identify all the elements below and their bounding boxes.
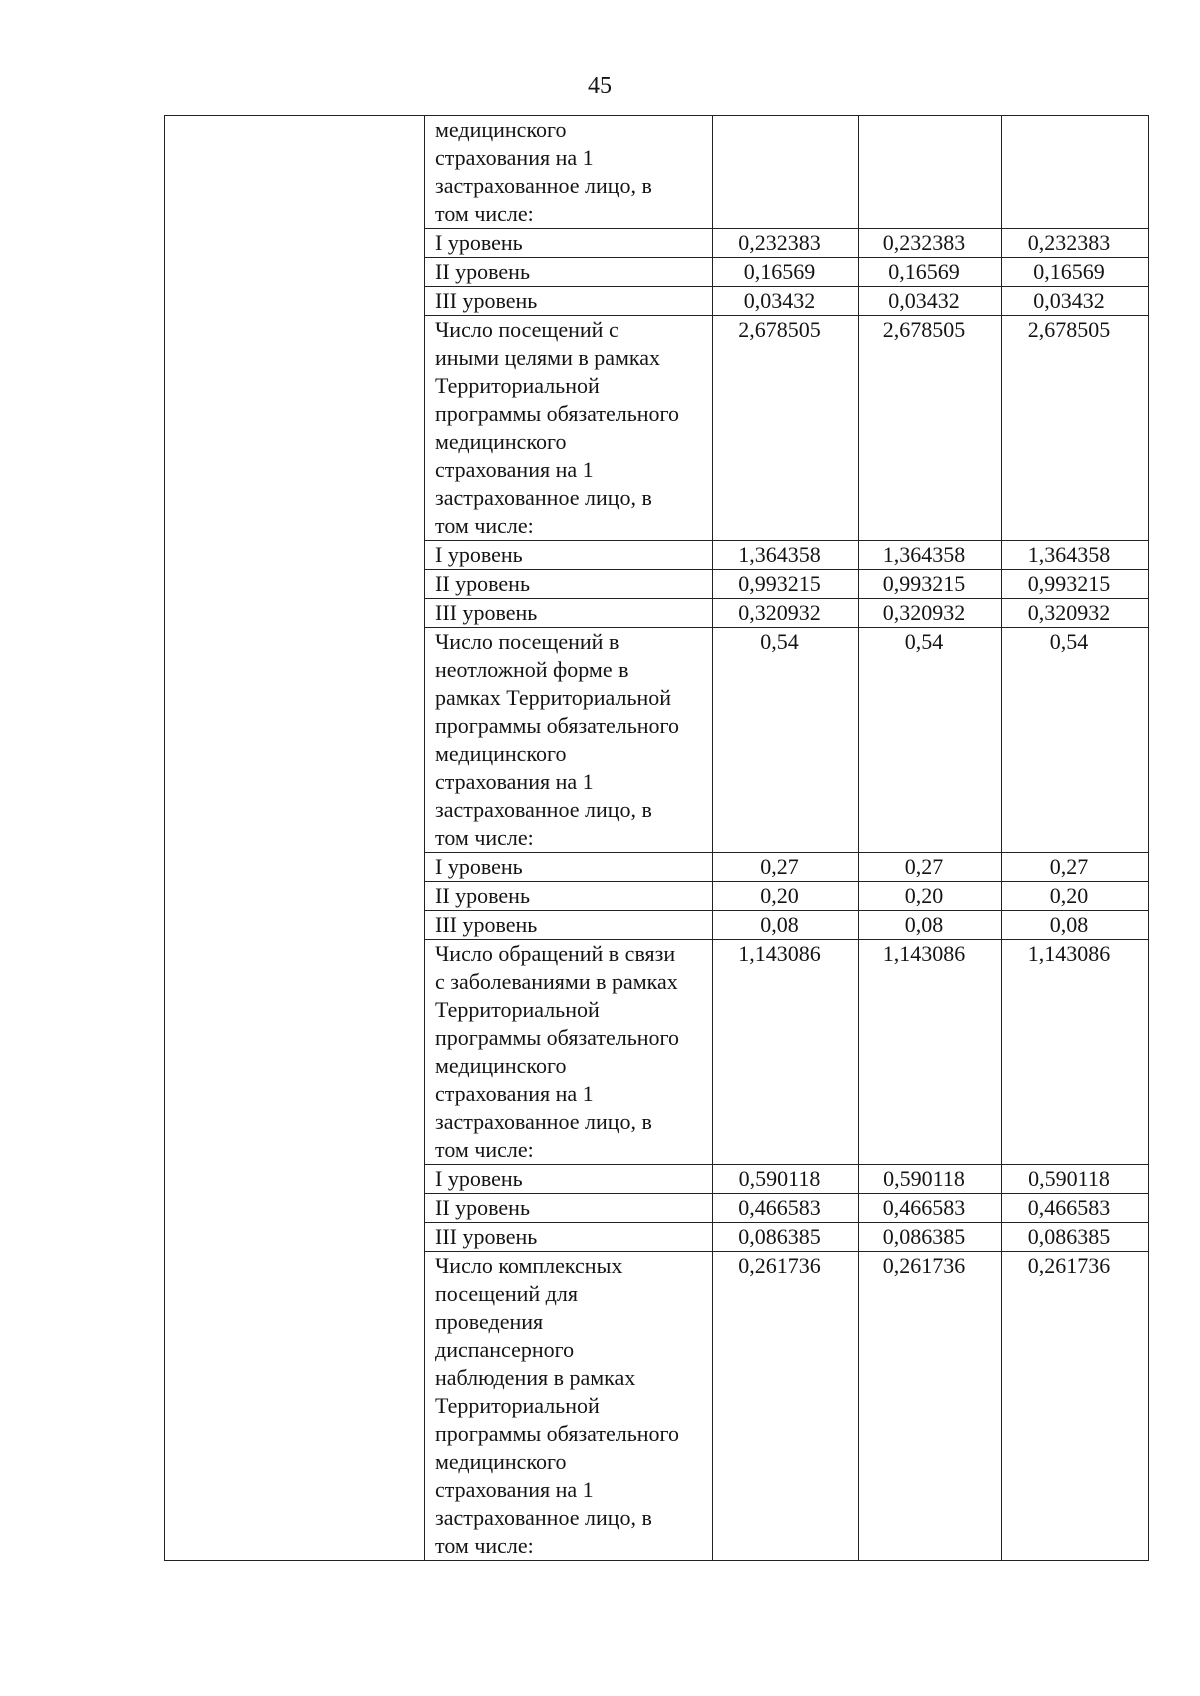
value-cell: 0,20: [1002, 882, 1149, 911]
value-cell: 0,320932: [1002, 599, 1149, 628]
value-cell: 0,27: [1002, 853, 1149, 882]
table-body: [165, 116, 1149, 1561]
value-cell: 0,590118: [713, 1165, 859, 1194]
value-cell: [859, 116, 1002, 229]
value-cell: 0,466583: [859, 1194, 1002, 1223]
value-cell: 0,993215: [713, 570, 859, 599]
value-cell: 0,590118: [1002, 1165, 1149, 1194]
value-cell: 1,143086: [1002, 940, 1149, 1165]
value-cell: 0,27: [859, 853, 1002, 882]
row-label: III уровень: [425, 599, 713, 628]
value-cell: 0,03432: [859, 287, 1002, 316]
indicators-table: [164, 115, 1149, 1561]
row-label: I уровень: [425, 853, 713, 882]
value-cell: 1,364358: [713, 541, 859, 570]
value-cell: 0,03432: [713, 287, 859, 316]
value-cell: [713, 116, 859, 229]
value-cell: 0,54: [713, 628, 859, 853]
value-cell: 0,261736: [859, 1252, 1002, 1561]
value-cell: 0,232383: [1002, 229, 1149, 258]
value-cell: 1,143086: [713, 940, 859, 1165]
value-cell: 0,993215: [1002, 570, 1149, 599]
value-cell: 1,143086: [859, 940, 1002, 1165]
row-label: I уровень: [425, 1165, 713, 1194]
value-cell: 0,086385: [713, 1223, 859, 1252]
row-label: III уровень: [425, 287, 713, 316]
row-label: Число комплексных посещений для проведения диспансерного наблюдения в рамках Территориальной программы обязательного медицинского страхования на 1 застрахованное лицо, в том числе:: [425, 1252, 713, 1561]
row-label: I уровень: [425, 541, 713, 570]
value-cell: 0,086385: [1002, 1223, 1149, 1252]
row-label: Число обращений в связи с заболеваниями в рамках Территориальной программы обязательного медицинского страхования на 1 застрахованное лицо, в том числе:: [425, 940, 713, 1165]
row-label: II уровень: [425, 258, 713, 287]
value-cell: 2,678505: [1002, 316, 1149, 541]
row-label: Число посещений с иными целями в рамках Территориальной программы обязательного медицинского страхования на 1 застрахованное лицо, в том числе:: [425, 316, 713, 541]
value-cell: 0,16569: [1002, 258, 1149, 287]
value-cell: 2,678505: [859, 316, 1002, 541]
value-cell: 0,320932: [859, 599, 1002, 628]
value-cell: 2,678505: [713, 316, 859, 541]
value-cell: 0,16569: [859, 258, 1002, 287]
table-row: [165, 116, 1149, 229]
value-cell: 0,54: [1002, 628, 1149, 853]
value-cell: 0,08: [713, 911, 859, 940]
value-cell: 0,590118: [859, 1165, 1002, 1194]
value-cell: 0,466583: [713, 1194, 859, 1223]
value-cell: [1002, 116, 1149, 229]
row-label: III уровень: [425, 911, 713, 940]
value-cell: 0,086385: [859, 1223, 1002, 1252]
row-label: II уровень: [425, 1194, 713, 1223]
value-cell: 0,232383: [713, 229, 859, 258]
value-cell: 0,261736: [713, 1252, 859, 1561]
value-cell: 1,364358: [1002, 541, 1149, 570]
value-cell: 0,54: [859, 628, 1002, 853]
value-cell: 0,261736: [1002, 1252, 1149, 1561]
value-cell: 0,232383: [859, 229, 1002, 258]
row-label: Число посещений в неотложной форме в рамках Территориальной программы обязательного медицинского страхования на 1 застрахованное лицо, в том числе:: [425, 628, 713, 853]
value-cell: 0,320932: [713, 599, 859, 628]
value-cell: 0,27: [713, 853, 859, 882]
row-label: III уровень: [425, 1223, 713, 1252]
value-cell: 0,993215: [859, 570, 1002, 599]
value-cell: 1,364358: [859, 541, 1002, 570]
value-cell: 0,20: [859, 882, 1002, 911]
page-number: 45: [588, 73, 612, 99]
row-label: I уровень: [425, 229, 713, 258]
row-label: медицинского страхования на 1 застрахованное лицо, в том числе:: [425, 116, 713, 229]
value-cell: 0,08: [859, 911, 1002, 940]
value-cell: 0,16569: [713, 258, 859, 287]
value-cell: 0,08: [1002, 911, 1149, 940]
row-label: II уровень: [425, 570, 713, 599]
value-cell: 0,03432: [1002, 287, 1149, 316]
value-cell: 0,20: [713, 882, 859, 911]
value-cell: 0,466583: [1002, 1194, 1149, 1223]
empty-first-column: [165, 116, 425, 1561]
row-label: II уровень: [425, 882, 713, 911]
